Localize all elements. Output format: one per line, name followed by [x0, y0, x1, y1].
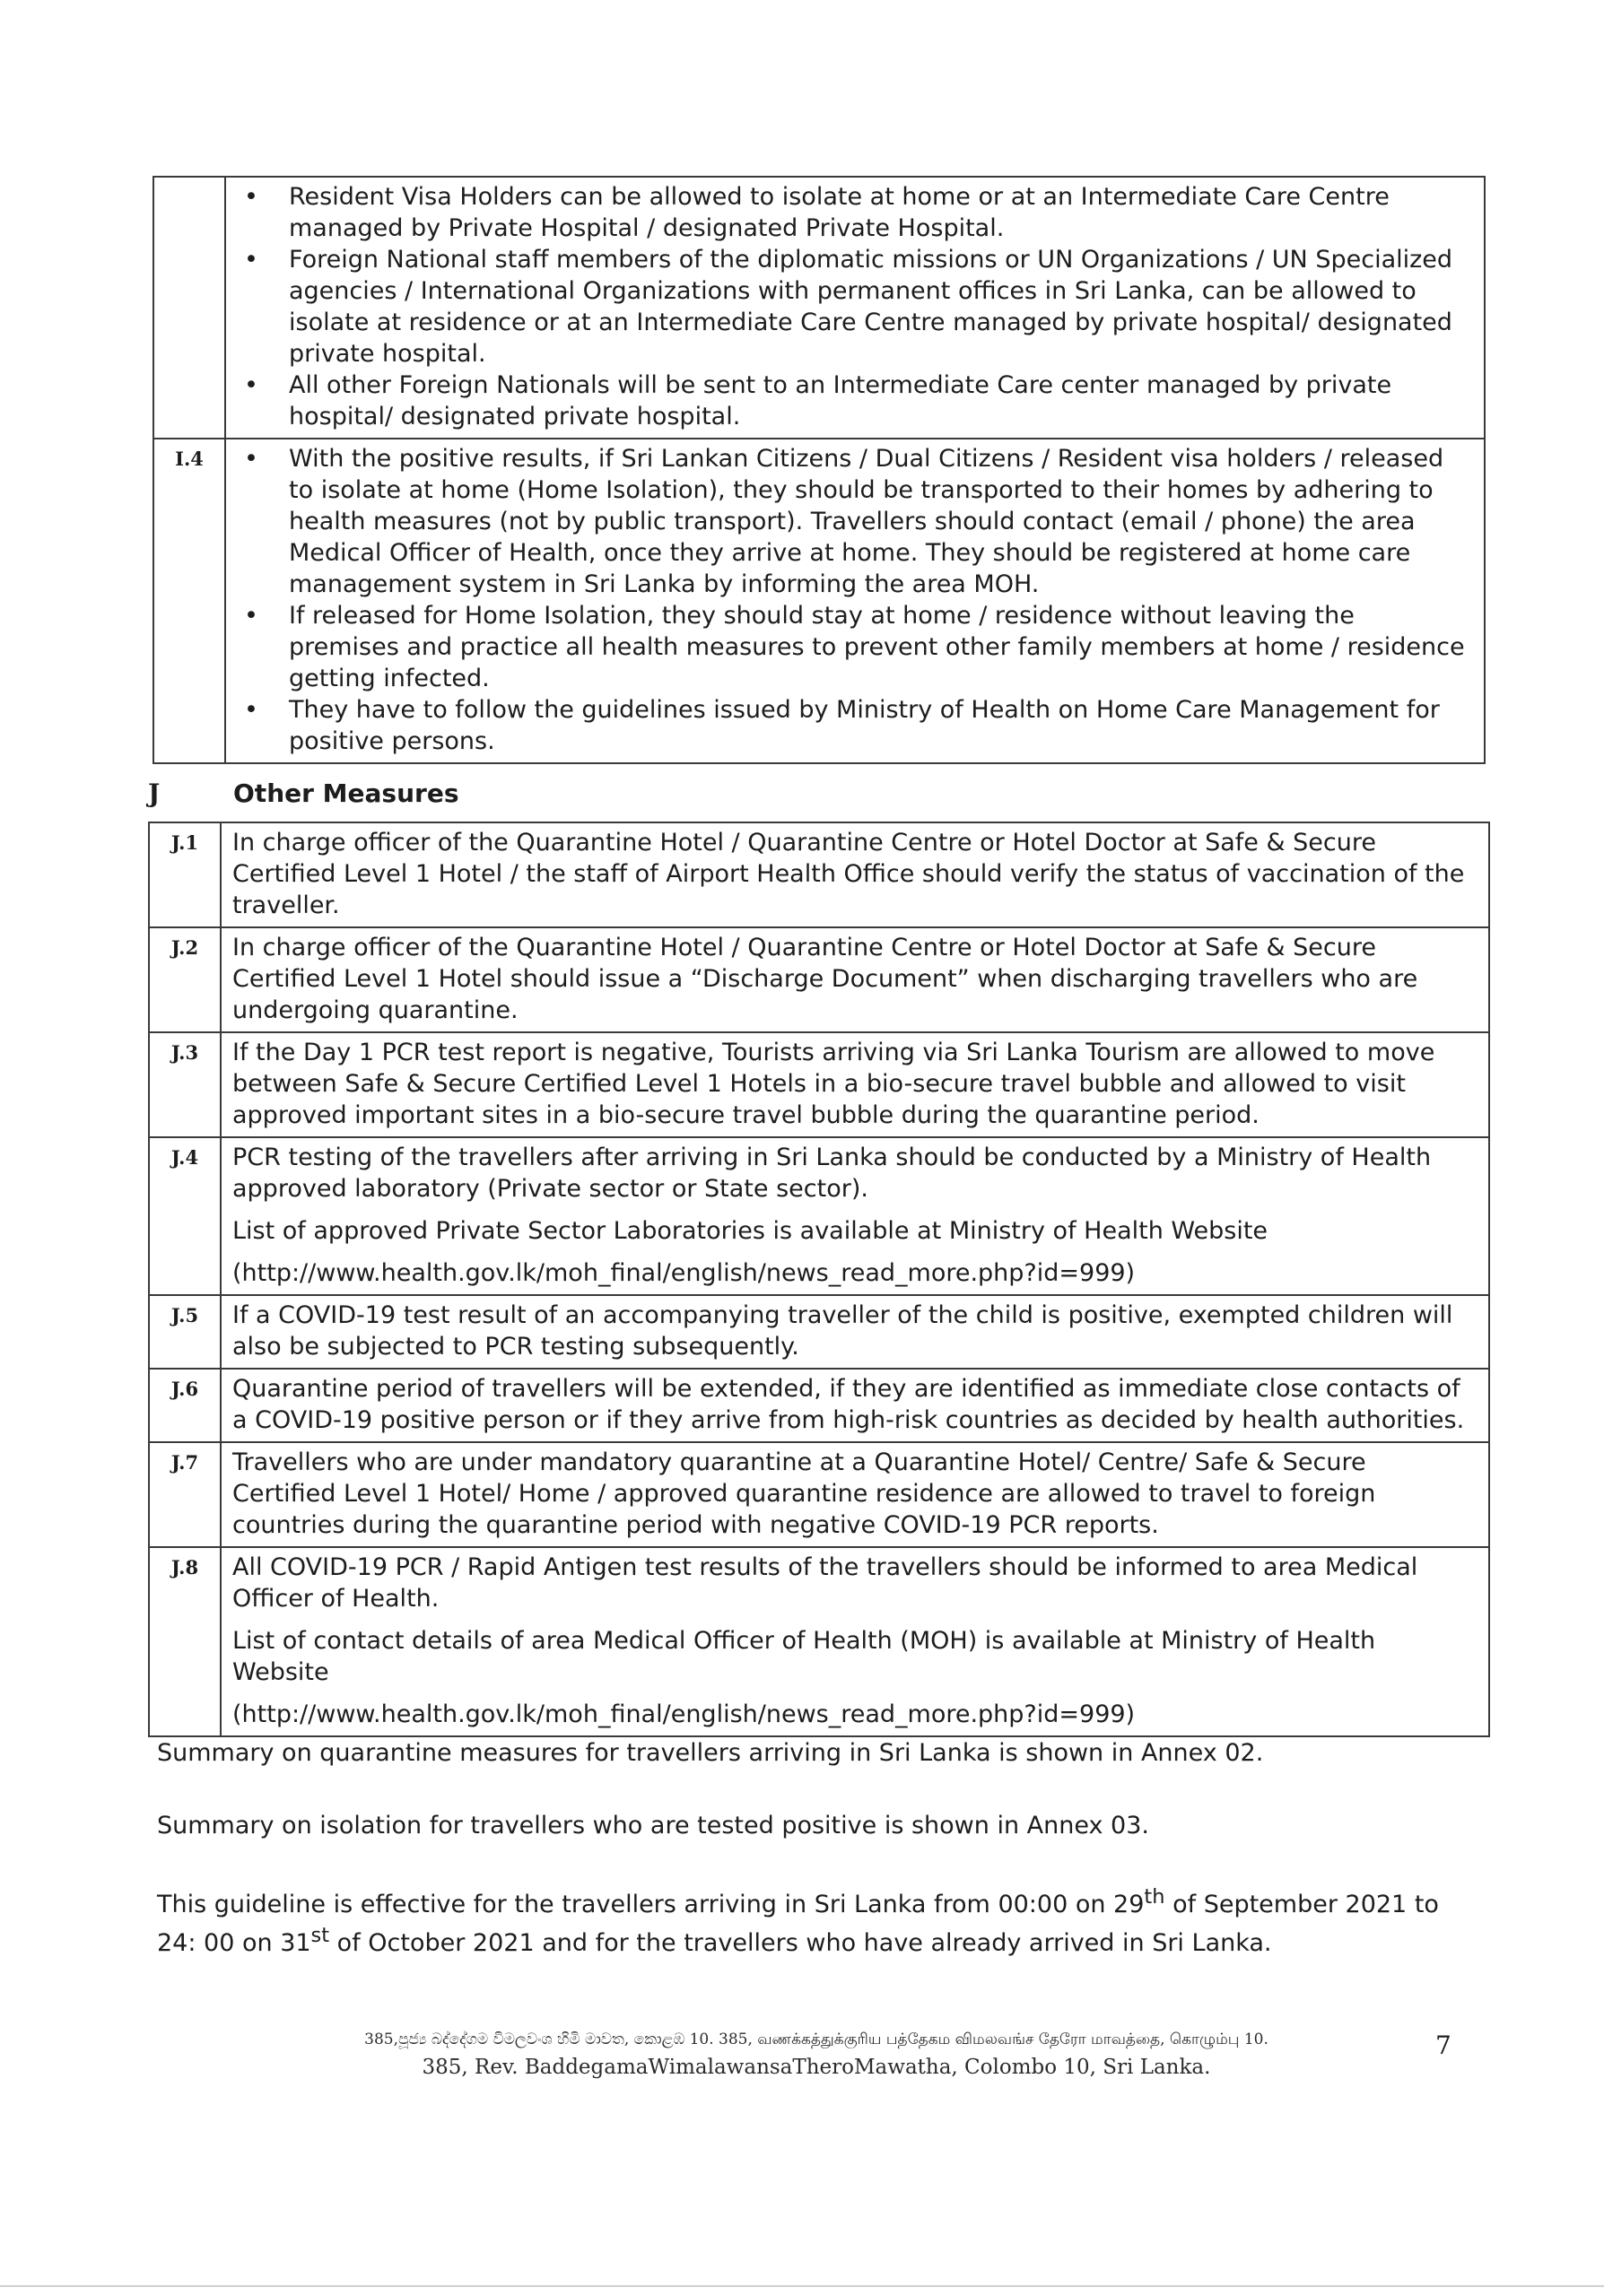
row-paragraph: Travellers who are under mandatory quarantine at a Quarantine Hotel/ Centre/ Safe & Secure Certified Level 1 Hotel/ Home / approved quarantine residence are allowed to travel to foreign countries during the quarantine period with negative COVID-19 PCR reports. [232, 1448, 1376, 1539]
row-code: J.3 [149, 1032, 221, 1137]
row-content [221, 1032, 1489, 1137]
footer-address-english: 385, Rev. BaddegamaWimalawansaTheroMawatha, Colombo 10, Sri Lanka. [422, 2056, 1211, 2079]
table-row [149, 927, 1489, 1032]
row-paragraph: Quarantine period of travellers will be extended, if they are identified as immediate close contacts of a COVID-19 positive person or if they arrive from high-risk countries as decided by health authorities. [232, 1375, 1465, 1434]
row-code: J.8 [149, 1547, 221, 1736]
row-paragraph: List of approved Private Sector Laboratories is available at Ministry of Health Website [232, 1217, 1268, 1245]
effective-period-note: This guideline is effective for the travellers arriving in Sri Lanka from 00:00 on 29th of September 2021 to 24: 00 on 31st of October 2021 and for the travellers who have already arrived in Sri Lanka. [157, 1885, 1439, 1957]
list-item [237, 244, 1471, 370]
row-content [221, 822, 1489, 927]
row-code [153, 177, 225, 439]
page-number: 7 [1435, 2031, 1451, 2060]
list-item [237, 600, 1471, 694]
row-paragraph: (http://www.health.gov.lk/moh_final/english/news_read_more.php?id=999) [232, 1700, 1136, 1728]
bullet-list [237, 181, 1471, 432]
bullet-icon: • [244, 696, 258, 724]
table-row [149, 1137, 1489, 1295]
list-item [237, 694, 1471, 757]
annex-03-note: Summary on isolation for travellers who are tested positive is shown in Annex 03. [157, 1812, 1149, 1839]
row-paragraph: List of contact details of area Medical Officer of Health (MOH) is available at Ministry of Health Website [232, 1627, 1376, 1686]
list-item-text: All other Foreign Nationals will be sent to an Intermediate Care center managed by private hospital/ designated private hospital. [289, 371, 1392, 430]
section-title: Other Measures [233, 778, 459, 808]
table-row [149, 1295, 1489, 1369]
list-item-text: With the positive results, if Sri Lankan Citizens / Dual Citizens / Resident visa holders / released to isolate at home (Home Isolation), they should be transported to their homes by adhering to health measures (not by public transport). Travellers should contact (email / phone) the area Medical Officer of Health, once they arrive at home. They should be registered at home care management system in Sri Lanka by informing the area MOH. [289, 445, 1444, 598]
row-content [221, 1369, 1489, 1442]
row-code: J.1 [149, 822, 221, 927]
row-content [221, 927, 1489, 1032]
row-code: J.5 [149, 1295, 221, 1369]
table-row [149, 1369, 1489, 1442]
row-content [221, 1547, 1489, 1736]
list-item-text: Resident Visa Holders can be allowed to isolate at home or at an Intermediate Care Centre managed by Private Hospital / designated Private Hospital. [289, 183, 1390, 242]
footer-address-native: 385,පූජ්‍ය බද්දේගම විමලවංශ හිමි මාවත, කොළඹ 10. 385, வணக்கத்துக்குரிய பத்தேகம விமலவங்ச தேரோ மாவத்தை, கொழும்பு 10. [364, 2031, 1268, 2048]
row-code: J.7 [149, 1442, 221, 1547]
row-paragraph: PCR testing of the travellers after arriving in Sri Lanka should be conducted by a Ministry of Health approved laboratory (Private sector or State sector). [232, 1144, 1432, 1203]
row-paragraph: (http://www.health.gov.lk/moh_final/english/news_read_more.php?id=999) [232, 1259, 1136, 1287]
row-paragraph: If the Day 1 PCR test report is negative, Tourists arriving via Sri Lanka Tourism are allowed to move between Safe & Secure Certified Level 1 Hotels in a bio-secure travel bubble and allowed to visit approved important sites in a bio-secure travel bubble during the quarantine period. [232, 1039, 1435, 1129]
row-paragraph: In charge officer of the Quarantine Hotel / Quarantine Centre or Hotel Doctor at Safe & Secure Certified Level 1 Hotel should issue a “Discharge Document” when discharging travellers who are undergoing quarantine. [232, 934, 1418, 1024]
bullet-icon: • [244, 371, 258, 399]
table-row [149, 1547, 1489, 1736]
table-row [153, 177, 1485, 439]
list-item-text: Foreign National staff members of the diplomatic missions or UN Organizations / UN Specialized agencies / International Organizations with permanent offices in Sri Lanka, can be allowed to isolate at residence or at an Intermediate Care Centre managed by private hospital/ designated private hospital. [289, 246, 1453, 368]
row-code: J.6 [149, 1369, 221, 1442]
bullet-icon: • [244, 183, 258, 211]
row-paragraph: In charge officer of the Quarantine Hotel / Quarantine Centre or Hotel Doctor at Safe & Secure Certified Level 1 Hotel / the staff of Airport Health Office should verify the status of vaccination of the traveller. [232, 829, 1465, 919]
row-content [221, 1442, 1489, 1547]
row-content [221, 1295, 1489, 1369]
row-content [225, 439, 1485, 763]
row-content [221, 1137, 1489, 1295]
section-i-table [153, 176, 1486, 764]
bullet-list [237, 443, 1471, 757]
table-row [149, 822, 1489, 927]
row-code: J.2 [149, 927, 221, 1032]
row-paragraph: All COVID-19 PCR / Rapid Antigen test results of the travellers should be informed to area Medical Officer of Health. [232, 1553, 1418, 1613]
section-j-heading [148, 778, 458, 808]
bullet-icon: • [244, 602, 258, 630]
annex-02-note: Summary on quarantine measures for travellers arriving in Sri Lanka is shown in Annex 02. [157, 1739, 1264, 1767]
row-content [225, 177, 1485, 439]
section-letter: J [148, 778, 161, 808]
row-code: J.4 [149, 1137, 221, 1295]
list-item [237, 370, 1471, 432]
list-item [237, 443, 1471, 600]
table-row [149, 1442, 1489, 1547]
table-row [153, 439, 1485, 763]
bullet-icon: • [244, 445, 258, 473]
list-item [237, 181, 1471, 244]
section-j-table [148, 822, 1490, 1737]
row-paragraph: If a COVID-19 test result of an accompanying traveller of the child is positive, exempted children will also be subjected to PCR testing subsequently. [232, 1301, 1453, 1361]
row-code: I.4 [153, 439, 225, 763]
list-item-text: If released for Home Isolation, they should stay at home / residence without leaving the premises and practice all health measures to prevent other family members at home / residence getting infected. [289, 602, 1465, 692]
table-row [149, 1032, 1489, 1137]
list-item-text: They have to follow the guidelines issued by Ministry of Health on Home Care Management for positive persons. [289, 696, 1440, 755]
bullet-icon: • [244, 246, 258, 274]
page-bottom-rule [0, 2285, 1604, 2287]
